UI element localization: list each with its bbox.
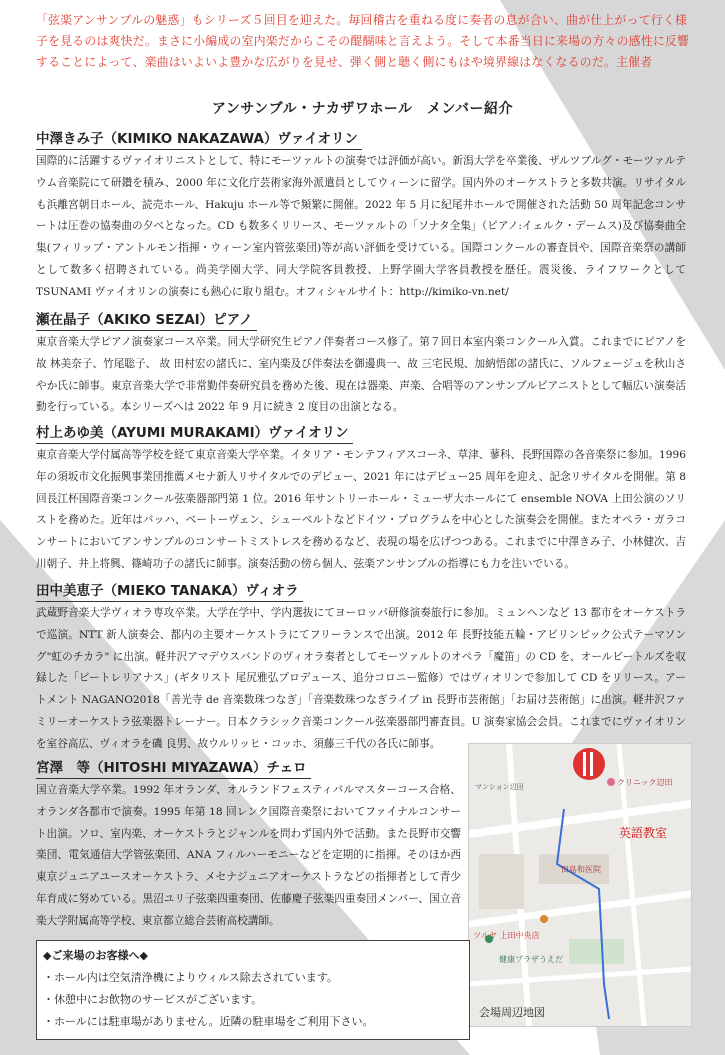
notice-item: ・ホール内は空気清浄機によりウィルス除去されています。 <box>43 971 338 984</box>
member-name: 田中美恵子（MIEKO TANAKA）ヴィオラ <box>36 582 303 602</box>
member-bio: 武蔵野音楽大学ヴィオラ専攻卒業。大学在学中、学内選抜にてヨーロッパ研修演奏旅行に参加。ミュンヘンなど 13 都市をオーケストラで巡演。NTT 新人演奏会、都内の主要オーケストラにてフリーランスで出演。2012 年 長野技能五輪・アビリンピック公式テーマソング"虹のチカラ" に出演。軽井沢アマデウスバンドのヴィオラ奏者としてモーツァルトのオペラ「魔笛」の CD を、オールビートルズを収録した「ビートレリアナス」(ギタリスト 尾尻雅弘プロデュース、追分コロニー監修）ではヴィオリンで参加して CD をリリース。アートメント NAGANO2018「善光寺 de 音楽数珠つなぎ」「音楽数珠つなぎライブ in 長野市芸術館」「お届け芸術館」に出演。軽井沢ファミリーオーケストラ弦楽器トレーナー。日本クラシック音楽コンクール弦楽器部門審査員。U 演奏家協会会員。これまでにヴァイオリンを室谷高広、ヴィオラを磯 良男、故ウルリッヒ・コッホ、須藤三千代の各氏に師事。 <box>36 607 686 750</box>
map-label-station: ツルヤ 上田中央店 <box>473 931 540 940</box>
member-sezai <box>36 309 686 419</box>
member-name: 宮澤 等（HITOSHI MIYAZAWA）チェロ <box>36 759 311 779</box>
member-name: 瀬在晶子（AKIKO SEZAI）ピアノ <box>36 311 257 331</box>
map-label-hall: 田島和医院 <box>561 865 601 874</box>
notice-item: ・ホールには駐車場がありません。近隣の駐車場をご利用下さい。 <box>43 1015 374 1028</box>
map-caption: 会場周辺地図 <box>479 1006 545 1019</box>
member-bio: 国際的に活躍するヴァイオリニストとして、特にモーツァルトの演奏では評価が高い。新潟大学を卒業後、ザルツブルグ・モーツァルテウム音楽院にて研鑽を積み、2000 年に文化庁芸術家海外派遣員としてウィーンに留学。国内外のオーケストラと多数共演。リサイタルも浜離宮朝日ホール、読売ホール、Hakuju ホール等で頻繁に開催。2022 年 5 月に紀尾井ホールで開催された活動 50 周年記念コンサートは圧巻の協奏曲の夕べとなった。CD も数多くリリース、モーツァルトの「ソナタ全集」（ピアノ:イェルク・デームス)及び協奏曲全集(フィリップ・アントルモン指揮・ウィーン室内管弦楽団)等が高い評価を受けている。国際コンクールの審査員や、国際音楽祭の講師として数多く招聘されている。尚美学園大学、同大学院客員教授、上野学園大学客員教授を歴任。震災後、ライフワークとして TSUNAMI ヴァイオリンの演奏にも熱心に取り組む。オフィシャルサイト：http://kimiko-vn.net/ <box>36 155 686 298</box>
map-label-nursery: 健康プラザうえだ <box>499 955 563 964</box>
member-name: 中澤きみ子（KIMIKO NAKAZAWA）ヴァイオリン <box>36 130 362 150</box>
member-miyazawa <box>36 757 461 933</box>
notice-title: ◆ご来場のお客様へ◆ <box>43 949 148 962</box>
notice-item: ・休憩中にお飲物のサービスがございます。 <box>43 993 263 1006</box>
section-title: アンサンブル・ナカザワホール メンバー紹介 <box>211 101 514 117</box>
visitor-notice <box>36 940 470 1040</box>
map-label-clinic: クリニック辺田 <box>617 778 673 787</box>
member-bio: 東京音楽大学付属高等学校を経て東京音楽大学卒業。イタリア・モンテフィアスコーネ、草津、蓼科、長野国際の各音楽祭に参加。1996 年の須坂市文化振興事業団推薦メセナ新人リサイタルでのデビュー、2021 年にはデビュー25 周年を迎え、記念リサイタルを開催。第 8 回長江杯国際音楽コンクール弦楽器部門第 1 位。2016 年サントリーホール・ミューザ大ホールにて ensemble NOVA 上田公演のソリストを務めた。近年はバッハ、ベートーヴェン、シューベルトなどドイツ・プログラムを中心とした演奏会を開催。またオペラ・ガラコンサートにおいてアンサンブルのコンサートミストレスを務めるなど、表現の場を広げつつある。これまでに中澤きみ子、小林健次、吉川朝子、井上将興、篠崎功子の諸氏に師事。演奏活動の傍ら個人、弦楽アンサンブルの指導にも力を注いでいる。 <box>36 449 686 570</box>
map-label-english-school: 英語教室 <box>619 826 668 840</box>
member-name: 村上あゆ美（AYUMI MURAKAMI）ヴァイオリン <box>36 424 353 444</box>
member-nakazawa <box>36 128 686 304</box>
member-bio: 国立音楽大学卒業。1992 年オランダ、オルランドフェスティバルマスターコース合格、オランダ各都市で演奏。1995 年第 18 回レンク国際音楽祭においてファイナルコンサート出演。ソロ、室内楽、オーケストラとジャンルを問わず国内外で活動。また長野市交響楽団、電気通信大学管弦楽団、ANA フィルハーモニーなどを定期的に指揮。そのほか西東京ジュニアユースオーケストラ、メセナジュニアオーケストラなどの指揮者として青少年育成に努めている。黒沼ユリ子弦楽四重奏団、佐藤慶子弦楽四重奏団メンバー、国立音楽大学附属高等学校、東京都立総合芸術高校講師。 <box>36 784 461 927</box>
member-tanaka <box>36 580 686 756</box>
intro-text: 「弦楽アンサンブルの魅惑」もシリーズ５回目を迎えた。毎回稽古を重ねる度に奏者の息が合い、曲が仕上がって行く様子を見るのは爽快だ。まさに小編成の室内楽だからこその醍醐味と言えよう。そして本番当日に来場の方々の感性に反響することによって、楽曲はいよいよ豊かな広がりを見せ、弾く側と聴く側にもはや境界線はなくなるのだ。主催者 <box>36 13 690 69</box>
venue-map <box>468 743 692 1027</box>
map-label-mansion: マンション辺田 <box>475 783 524 791</box>
member-murakami <box>36 422 686 576</box>
member-bio: 東京音楽大学ピアノ演奏家コース卒業。同大学研究生ピアノ伴奏者コース修了。第７回日本室内楽コンクール入賞。これまでにピアノを故 林美奈子、竹尾聡子、 故 田村宏の諸氏に、室内楽及び伴奏法を御邊典一、故 三宅民規、加納悟郎の諸氏に、ソルフェージュを秋山さやか氏に師事。東京音楽大学で非常勤伴奏研究員を務めた後、現在は器楽、声楽、合唱等のアンサンブルピアニストとして幅広い演奏活動を行っている。本シリーズへは 2022 年 9 月に続き 2 度目の出演となる。 <box>36 336 686 414</box>
